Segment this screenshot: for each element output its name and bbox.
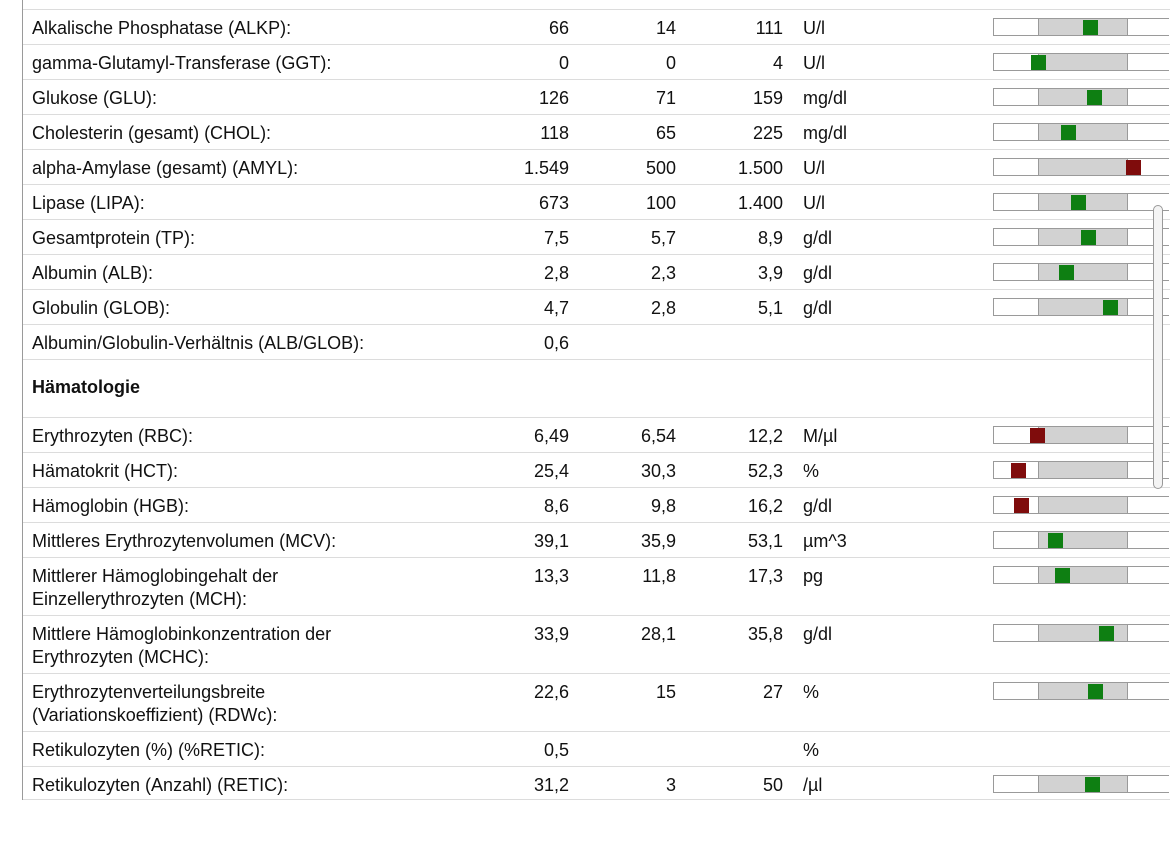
result-value: 126 xyxy=(538,88,569,108)
range-gauge xyxy=(993,228,1169,246)
in-range-marker xyxy=(1059,265,1074,280)
table-row xyxy=(23,418,1170,453)
table-row xyxy=(23,220,1170,255)
reference-low: 9,8 xyxy=(650,496,676,516)
range-gauge xyxy=(993,531,1169,549)
unit-label: U/l xyxy=(803,53,825,73)
parameter-label: Retikulozyten (%) (%RETIC): xyxy=(32,740,266,760)
range-gauge xyxy=(993,193,1169,211)
reference-band xyxy=(1038,89,1128,105)
range-gauge xyxy=(993,53,1169,71)
reference-high: 50 xyxy=(762,775,783,795)
reference-band xyxy=(1038,54,1128,70)
table-row xyxy=(23,80,1170,115)
range-gauge xyxy=(993,18,1169,36)
reference-high: 12,2 xyxy=(747,426,783,446)
reference-band xyxy=(1038,124,1128,140)
reference-high: 111 xyxy=(755,18,783,38)
range-gauge xyxy=(993,496,1169,514)
reference-high: 1.400 xyxy=(737,193,783,213)
table-row xyxy=(23,558,1170,616)
range-gauge xyxy=(993,298,1169,316)
result-value: 31,2 xyxy=(533,775,569,795)
in-range-marker xyxy=(1061,125,1076,140)
reference-high: 4 xyxy=(772,53,783,73)
in-range-marker xyxy=(1103,300,1118,315)
reference-band xyxy=(1038,567,1128,583)
result-value: 66 xyxy=(548,18,569,38)
reference-band xyxy=(1038,497,1128,513)
result-value: 7,5 xyxy=(543,228,569,248)
result-value: 4,7 xyxy=(543,298,569,318)
parameter-label: Mittlere Hämoglobinkonzentration der Erythrozyten (MCHC): xyxy=(32,624,332,667)
unit-label: g/dl xyxy=(803,624,833,644)
reference-band xyxy=(1038,264,1128,280)
result-value: 1.549 xyxy=(523,158,569,178)
parameter-label: Hämoglobin (HGB): xyxy=(32,496,190,516)
reference-low: 100 xyxy=(645,193,676,213)
parameter-label: Lipase (LIPA): xyxy=(32,193,145,213)
table-row xyxy=(23,290,1170,325)
reference-low: 11,8 xyxy=(642,566,676,586)
reference-high: 1.500 xyxy=(737,158,783,178)
out-of-range-marker xyxy=(1126,160,1141,175)
result-value: 39,1 xyxy=(533,531,569,551)
in-range-marker xyxy=(1099,626,1114,641)
result-value: 2,8 xyxy=(543,263,569,283)
parameter-label: Alkalische Phosphatase (ALKP): xyxy=(32,18,292,38)
reference-low: 35,9 xyxy=(640,531,676,551)
reference-high: 16,2 xyxy=(747,496,783,516)
unit-label: % xyxy=(803,740,820,760)
parameter-label: gamma-Glutamyl-Transferase (GGT): xyxy=(32,53,332,73)
parameter-label: alpha-Amylase (gesamt) (AMYL): xyxy=(32,158,299,178)
range-gauge xyxy=(993,123,1169,141)
out-of-range-marker xyxy=(1011,463,1026,478)
result-value: 13,3 xyxy=(533,566,569,586)
parameter-label: Albumin/Globulin-Verhältnis (ALB/GLOB): xyxy=(32,333,365,353)
reference-low: 2,3 xyxy=(650,263,676,283)
range-gauge xyxy=(993,566,1169,584)
in-range-marker xyxy=(1083,20,1098,35)
table-row xyxy=(23,523,1170,558)
reference-band xyxy=(1038,776,1128,792)
reference-low: 500 xyxy=(645,158,676,178)
table-row xyxy=(23,185,1170,220)
result-value: 0,6 xyxy=(543,333,569,353)
unit-label: mg/dl xyxy=(803,123,848,143)
out-of-range-marker xyxy=(1014,498,1029,513)
unit-label: g/dl xyxy=(803,496,833,516)
unit-label: g/dl xyxy=(803,298,833,318)
unit-label: /µl xyxy=(803,775,823,795)
unit-label: U/l xyxy=(803,158,825,178)
table-row xyxy=(23,325,1170,360)
result-value: 33,9 xyxy=(533,624,569,644)
result-value: 25,4 xyxy=(533,461,569,481)
reference-high: 8,9 xyxy=(757,228,783,248)
vertical-scrollbar[interactable] xyxy=(1153,205,1163,489)
unit-label: µm^3 xyxy=(803,531,847,551)
reference-high: 52,3 xyxy=(747,461,783,481)
parameter-label: Albumin (ALB): xyxy=(32,263,154,283)
table-row xyxy=(23,150,1170,185)
range-gauge xyxy=(993,426,1169,444)
parameter-label: Cholesterin (gesamt) (CHOL): xyxy=(32,123,272,143)
unit-label: U/l xyxy=(803,193,825,213)
result-value: 118 xyxy=(540,123,569,143)
section-title: Hämatologie xyxy=(32,377,141,397)
in-range-marker xyxy=(1031,55,1046,70)
range-gauge xyxy=(993,775,1169,793)
parameter-label: Erythrozyten (RBC): xyxy=(32,426,194,446)
parameter-label: Glukose (GLU): xyxy=(32,88,158,108)
result-value: 0 xyxy=(558,53,569,73)
parameter-label: Mittlerer Hämoglobingehalt der Einzellerythrozyten (MCH): xyxy=(32,566,279,609)
table-row xyxy=(23,767,1170,800)
table-row xyxy=(23,45,1170,80)
unit-label: g/dl xyxy=(803,263,833,283)
parameter-label: Retikulozyten (Anzahl) (RETIC): xyxy=(32,775,289,795)
reference-low: 0 xyxy=(665,53,676,73)
reference-low: 30,3 xyxy=(640,461,676,481)
reference-band xyxy=(1038,159,1128,175)
table-row xyxy=(23,488,1170,523)
reference-high: 17,3 xyxy=(747,566,783,586)
in-range-marker xyxy=(1088,684,1103,699)
parameter-label: Hämatokrit (HCT): xyxy=(32,461,179,481)
parameter-label: Mittleres Erythrozytenvolumen (MCV): xyxy=(32,531,337,551)
result-value: 6,49 xyxy=(533,426,569,446)
in-range-marker xyxy=(1081,230,1096,245)
reference-high: 35,8 xyxy=(747,624,783,644)
unit-label: mg/dl xyxy=(803,88,848,108)
section-header xyxy=(23,360,1170,418)
table-row xyxy=(23,255,1170,290)
table-row xyxy=(23,732,1170,767)
parameter-label: Erythrozytenverteilungsbreite (Variationskoeffizient) (RDWc): xyxy=(32,682,278,725)
unit-label: M/µl xyxy=(803,426,838,446)
reference-band xyxy=(1038,625,1128,641)
reference-low: 65 xyxy=(655,123,676,143)
table-row xyxy=(23,674,1170,732)
unit-label: % xyxy=(803,461,820,481)
result-value: 0,5 xyxy=(543,740,569,760)
reference-band xyxy=(1038,427,1128,443)
table-row xyxy=(23,10,1170,45)
result-value: 673 xyxy=(538,193,569,213)
unit-label: U/l xyxy=(803,18,825,38)
in-range-marker xyxy=(1048,533,1063,548)
reference-low: 15 xyxy=(655,682,676,702)
table-row xyxy=(23,453,1170,488)
unit-label: g/dl xyxy=(803,228,833,248)
parameter-label: Gesamtprotein (TP): xyxy=(32,228,196,248)
range-gauge xyxy=(993,461,1169,479)
reference-low: 14 xyxy=(655,18,676,38)
unit-label: pg xyxy=(803,566,824,586)
range-gauge xyxy=(993,682,1169,700)
reference-high: 3,9 xyxy=(757,263,783,283)
in-range-marker xyxy=(1087,90,1102,105)
in-range-marker xyxy=(1071,195,1086,210)
reference-low: 28,1 xyxy=(640,624,676,644)
out-of-range-marker xyxy=(1030,428,1045,443)
parameter-label: Globulin (GLOB): xyxy=(32,298,171,318)
range-gauge xyxy=(993,88,1169,106)
reference-high: 27 xyxy=(762,682,783,702)
reference-low: 3 xyxy=(665,775,676,795)
table-row xyxy=(23,115,1170,150)
range-gauge xyxy=(993,624,1169,642)
reference-high: 225 xyxy=(752,123,783,143)
lab-results-table xyxy=(22,0,1170,800)
reference-low: 71 xyxy=(655,88,676,108)
range-gauge xyxy=(993,263,1169,281)
reference-high: 5,1 xyxy=(757,298,783,318)
reference-low: 2,8 xyxy=(650,298,676,318)
reference-high: 159 xyxy=(752,88,783,108)
result-value: 8,6 xyxy=(543,496,569,516)
reference-low: 6,54 xyxy=(640,426,676,446)
table-row-clipped xyxy=(23,0,1170,10)
reference-band xyxy=(1038,462,1128,478)
reference-band xyxy=(1038,683,1128,699)
in-range-marker xyxy=(1085,777,1100,792)
reference-high: 53,1 xyxy=(747,531,783,551)
in-range-marker xyxy=(1055,568,1070,583)
table-row xyxy=(23,616,1170,674)
reference-low: 5,7 xyxy=(650,228,676,248)
result-value: 22,6 xyxy=(533,682,569,702)
unit-label: % xyxy=(803,682,820,702)
range-gauge xyxy=(993,158,1169,176)
